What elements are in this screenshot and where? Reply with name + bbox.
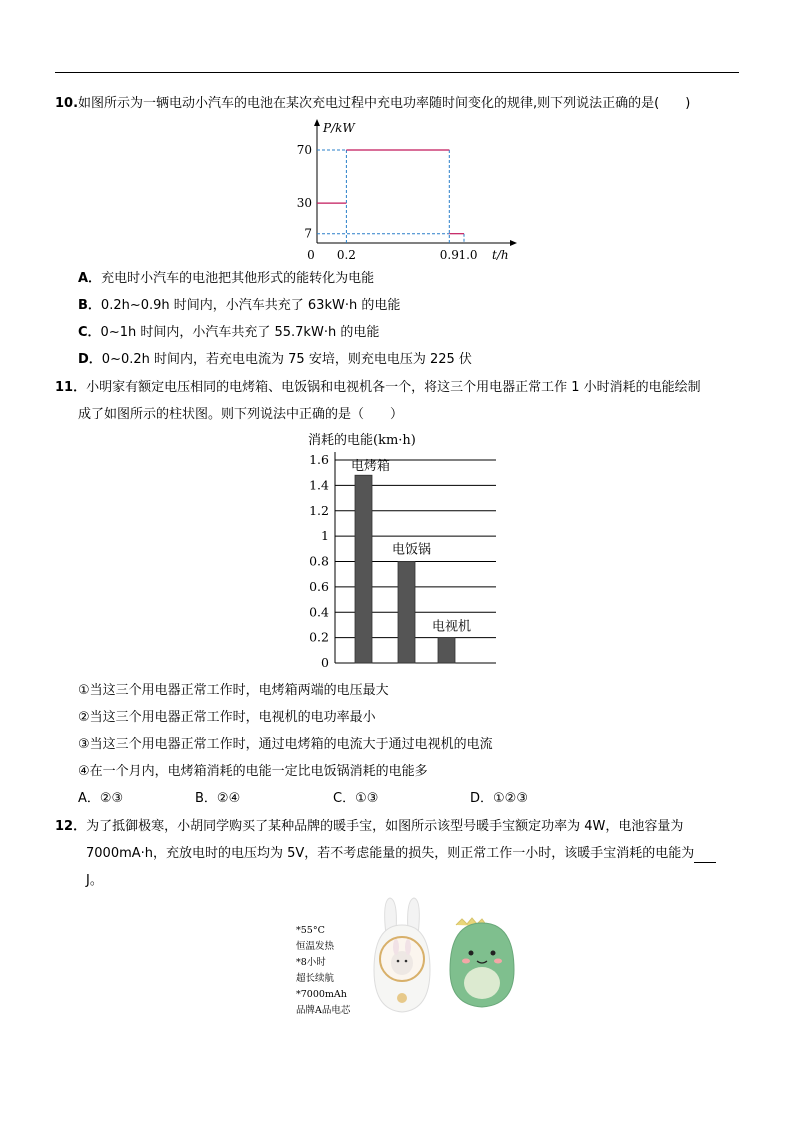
q10-option-a[interactable]: A．充电时小汽车的电池把其他形式的能转化为电能 [78,271,375,286]
bar [398,562,415,664]
q11-choice-c[interactable]: C．①③ [333,791,379,806]
bar-label: 电视机 [432,619,472,635]
q11-stem-line2: 成了如图所示的柱状图。则下列说法中正确的是（ ） [78,407,404,422]
y-axis-label: P/kW [323,121,355,135]
dinosaur-hand-warmer-icon [450,918,514,1007]
y-tick-label: 0.4 [309,604,329,620]
y-tick-label: 30 [296,196,312,211]
x-axis-arrow [510,240,517,246]
y-tick-label: 1 [321,528,329,544]
rabbit-hand-warmer-icon [374,898,430,1012]
q10-number: 10. [55,96,79,111]
q11-choice-a[interactable]: A．②③ [78,791,124,806]
q10-option-d[interactable]: D．0~0.2h 时间内，若充电电流为 75 安培，则充电电压为 225 伏 [78,352,472,367]
bar-label: 电烤箱 [351,459,391,475]
x-tick-label: 1.0 [458,248,478,262]
q11-energy-bar-chart [290,428,520,673]
answer-blank[interactable] [694,848,716,863]
y-tick-label: 1.6 [309,452,329,467]
q11-statement-3: ③当这三个用电器正常工作时，通过电烤箱的电流大于通过电视机的电流 [78,737,493,752]
y-axis-arrow [314,119,320,126]
bar-label: 电饭锅 [392,542,432,558]
x-axis-label: t/h [492,248,509,262]
q10-option-c[interactable]: C．0~1h 时间内，小汽车共充了 55.7kW·h 的电能 [78,325,380,340]
y-tick-label: 1.4 [309,477,329,493]
x-tick-label: 0 [307,248,315,262]
q11-choice-b[interactable]: B．②④ [195,791,241,806]
y-tick-label: 70 [296,143,312,157]
q11-statement-4: ④在一个月内，电烤箱消耗的电能一定比电饭锅消耗的电能多 [78,764,428,779]
q12-line3: J。 [86,873,103,888]
y-tick-label: 1.2 [309,502,329,518]
bar [438,638,455,663]
y-axis-label: 消耗的电能(km·h) [308,433,416,448]
q12-line1: 12．为了抵御极寒，小胡同学购买了某种品牌的暖手宝，如图所示该型号暖手宝额定功率为 4W，电池容量为 [55,819,684,834]
x-tick-label: 0.2 [336,248,356,262]
q11-stem-line1: 11．小明家有额定电压相同的电烤箱、电饭锅和电视机各一个，将这三个用电器正常工作 1 小时消耗的电能绘制 [55,380,701,395]
q10-power-time-chart [295,118,525,263]
y-tick-label: 0.8 [309,553,329,569]
hand-warmer-product-image [290,895,550,1020]
y-tick-label: 0.2 [309,629,329,645]
q12-line2: 7000mA·h，充放电时的电压均为 5V，若不考虑能量的损失，则正常工作一小时，该暖手宝消耗的电能为 [86,845,716,863]
q12-number: 12． [55,819,87,834]
product-text-list: *55°C 恒温发热 *8小时 超长续航 *7000mAh 品牌A品电芯 [296,925,351,1016]
q11-choice-d[interactable]: D．①②③ [470,791,528,806]
y-tick-label: 0.6 [309,578,329,594]
q10-stem-text: 如图所示为一辆电动小汽车的电池在某次充电过程中充电功率随时间变化的规律,则下列说法正确的是( ) [78,96,691,111]
q10-stem [55,95,690,113]
y-tick-label: 0 [321,655,329,670]
x-tick-label: 0.9 [439,248,459,262]
q11-statement-2: ②当这三个用电器正常工作时，电视机的电功率最小 [78,710,376,725]
bar [355,475,372,663]
y-tick-label: 7 [304,226,312,241]
q11-number: 11． [55,380,87,395]
q11-statement-1: ①当这三个用电器正常工作时，电烤箱两端的电压最大 [78,683,389,698]
q10-option-b[interactable]: B．0.2h~0.9h 时间内，小汽车共充了 63kW·h 的电能 [78,298,401,313]
header-rule [55,72,739,73]
